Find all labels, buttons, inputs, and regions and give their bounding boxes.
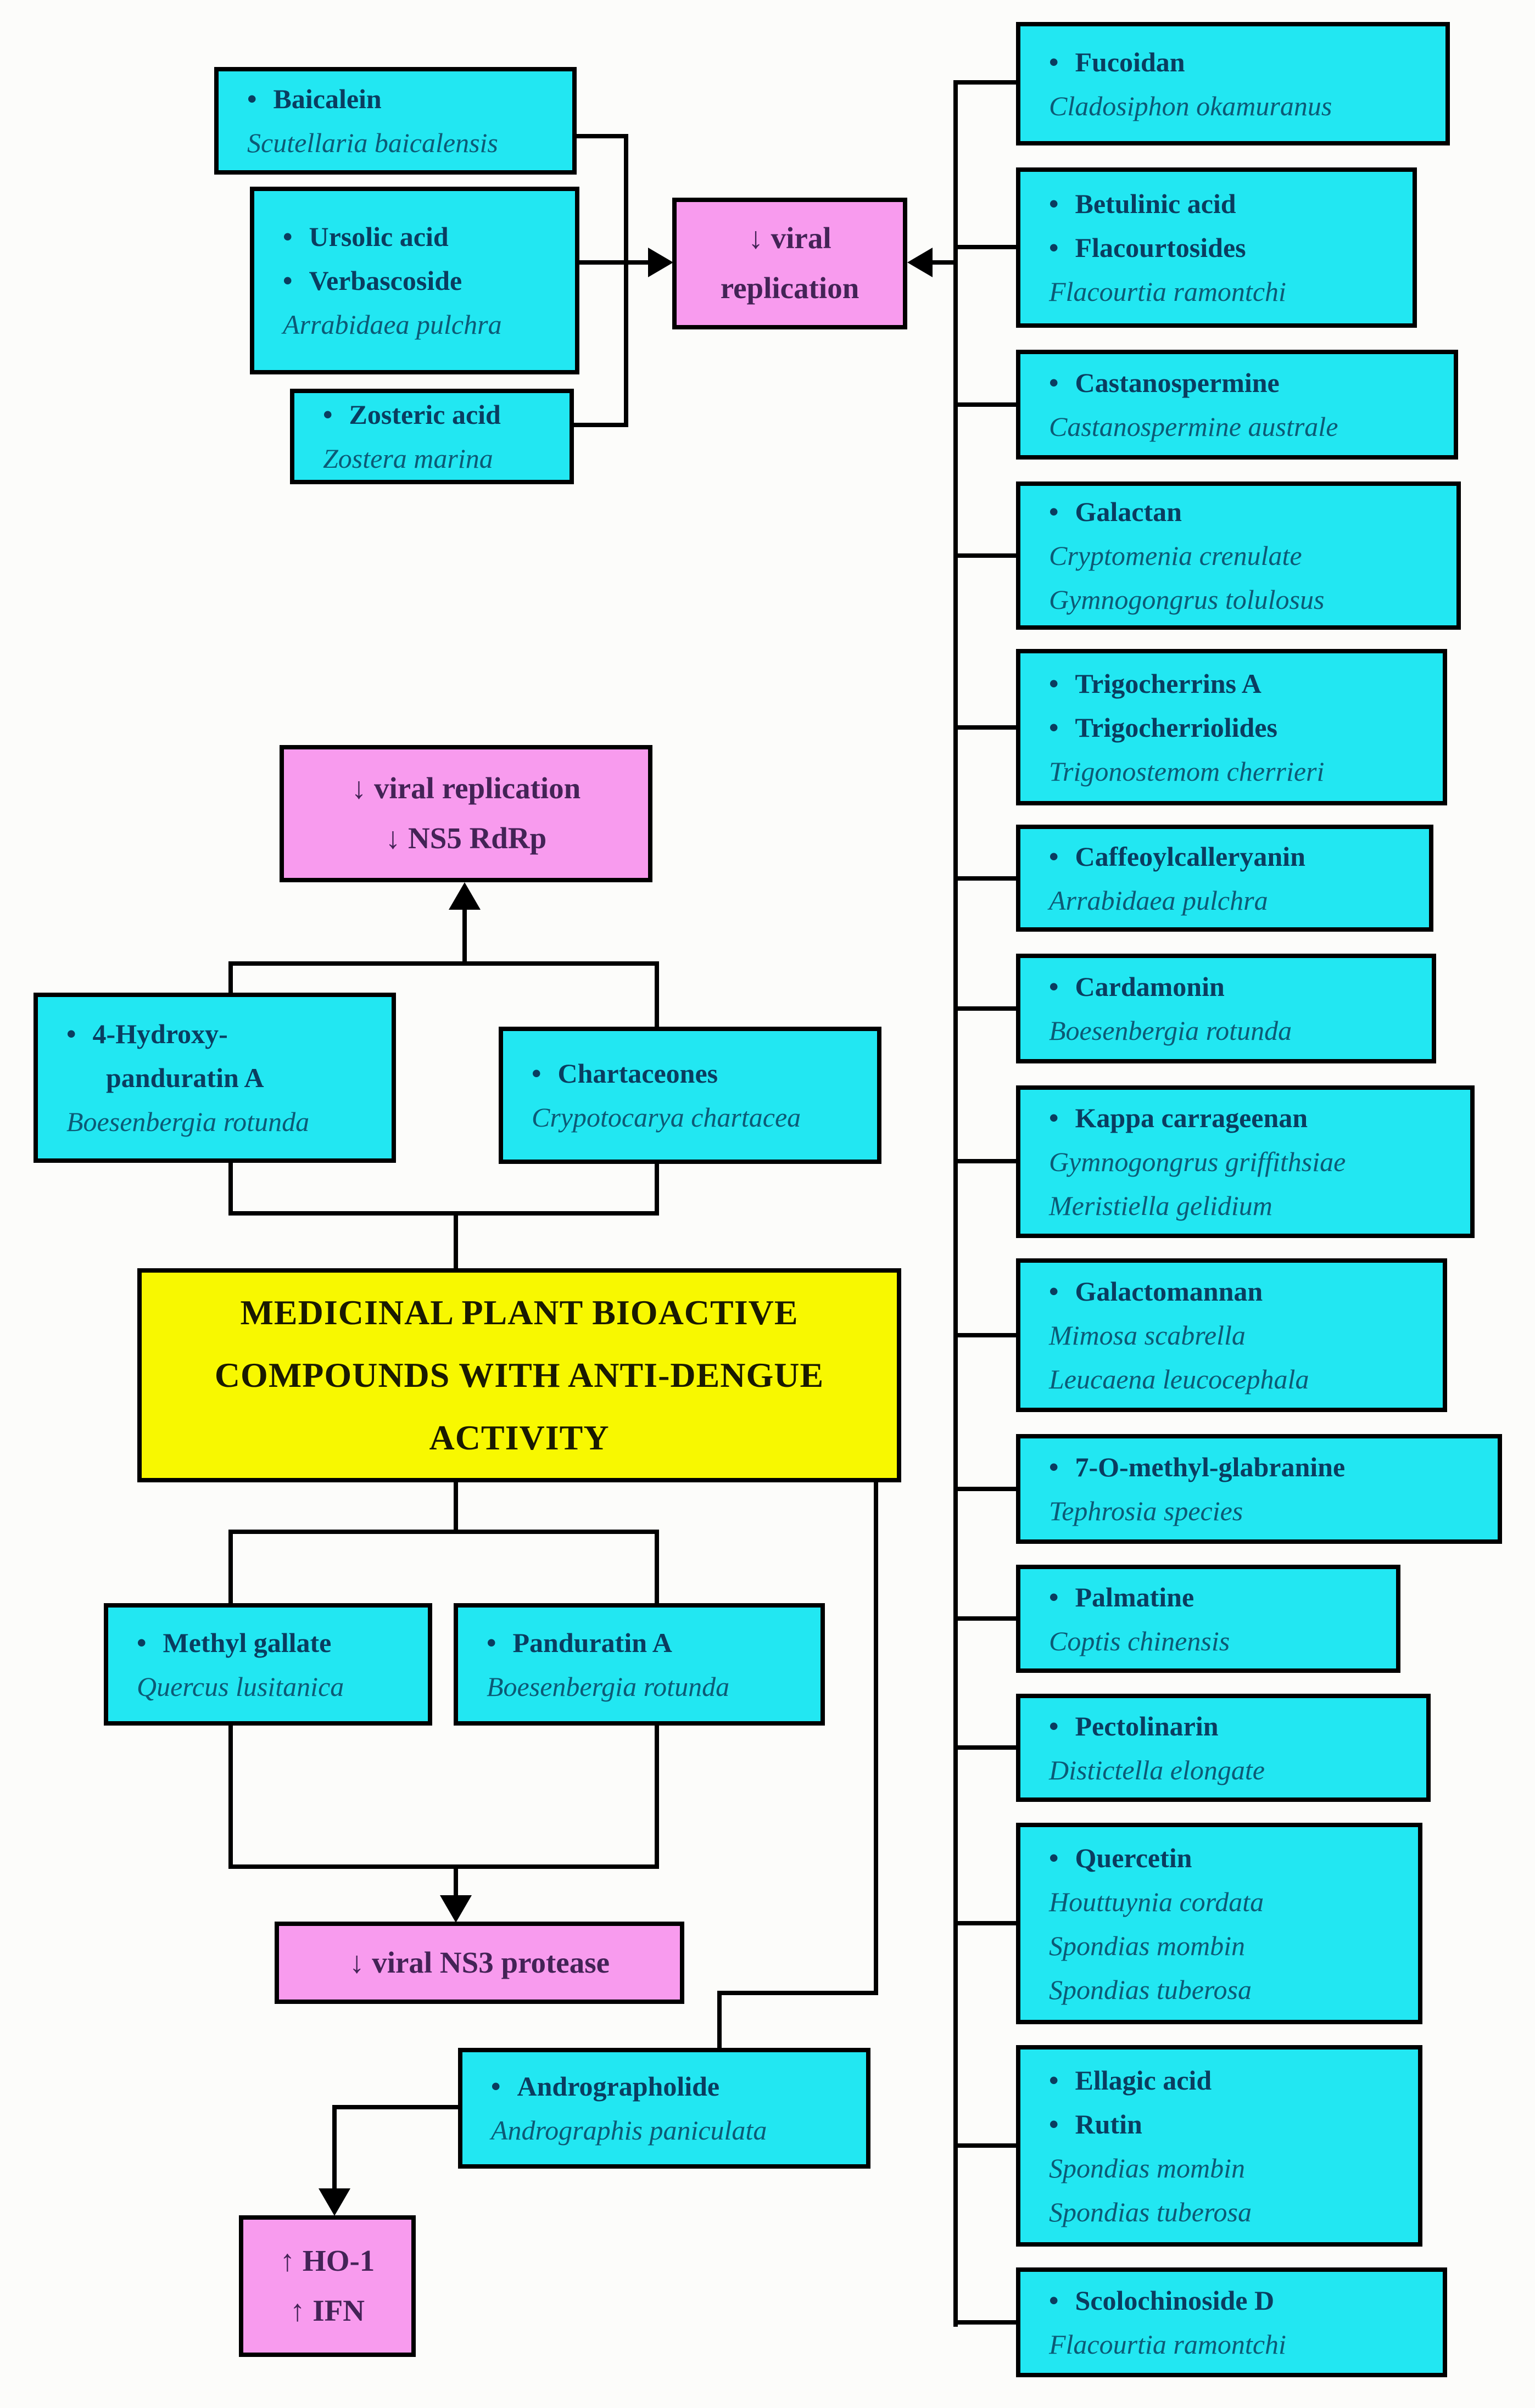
box-caffeoylcalleryanin — [1016, 825, 1433, 932]
species-line: Boesenbergia rotunda — [1049, 1015, 1292, 1046]
connector-methylgallate-bottom — [228, 1726, 233, 1869]
species-line: Spondias tuberosa — [1049, 1974, 1252, 2005]
bullet: • — [1049, 2064, 1059, 2096]
bullet: • — [1049, 496, 1059, 527]
compound-name: Betulinic acid — [1075, 188, 1236, 219]
connector-stub-palmatine — [956, 1616, 1018, 1621]
connector-ho1-arrow-line — [332, 2105, 337, 2191]
compound-line — [487, 1621, 672, 1665]
compound-line — [137, 1621, 331, 1665]
connector-stub-fucoidan — [956, 80, 1018, 85]
compound-line — [1049, 835, 1305, 878]
species-line: Spondias mombin — [1049, 2152, 1245, 2183]
compound-continuation-line: panduratin A — [106, 1062, 264, 1093]
connector-left-spine — [624, 134, 628, 427]
compound-name: Quercetin — [1075, 1842, 1192, 1873]
connector-stub-caffeoylcalleryanin — [956, 876, 1018, 881]
connector-stub-kappa — [956, 1159, 1018, 1163]
connector-ns3-arrow-line — [454, 1864, 458, 1899]
compound-line — [1049, 1704, 1219, 1748]
compound-name: Methyl gallate — [163, 1627, 332, 1658]
connector-andro-left — [332, 2105, 460, 2109]
species-line: Trigonostemom cherrieri — [1049, 755, 1325, 787]
compound-line — [1049, 490, 1182, 534]
species-line: Quercus lusitanica — [137, 1671, 344, 1702]
connector-stub-scolochinoside — [956, 2320, 1018, 2325]
connector-stub-galactomannan — [956, 1333, 1018, 1337]
species-line: Flacourtia ramontchi — [1049, 276, 1286, 307]
bullet: • — [1049, 668, 1059, 699]
compound-name: Scolochinoside D — [1075, 2285, 1275, 2316]
bullet: • — [1049, 2285, 1059, 2316]
compound-name: Verbascoside — [309, 265, 462, 296]
connector-stub-trigocherrins — [956, 725, 1018, 730]
compound-name: Palmatine — [1075, 1581, 1194, 1612]
title-line: ACTIVITY — [429, 1418, 610, 1457]
connector-ursolic-to-replication — [577, 260, 652, 265]
species-line: Gymnogongrus tolulosus — [1049, 584, 1325, 615]
box-baicalein — [214, 67, 577, 175]
species-line: Tephrosia species — [1049, 1496, 1243, 1526]
compound-name: Andrographolide — [517, 2071, 720, 2102]
arrowhead-into-ns3 — [440, 1895, 472, 1923]
species-line: Distictella elongate — [1049, 1754, 1265, 1785]
species-line: Andrographis paniculata — [491, 2115, 767, 2146]
bullet: • — [1049, 232, 1059, 263]
compound-name: Trigocherrins A — [1075, 668, 1262, 699]
box-chartaceones — [499, 1027, 881, 1164]
compound-line — [1049, 662, 1262, 705]
connector-ns5-arrow-line — [462, 907, 467, 966]
compound-line — [1049, 1836, 1192, 1880]
bullet: • — [1049, 1452, 1059, 1482]
connector-arrow-line-replication-right — [933, 260, 958, 265]
connector-stub-betulinic — [956, 245, 1018, 249]
species-line: Spondias mombin — [1049, 1930, 1245, 1961]
connector-into-title-top — [454, 1211, 458, 1273]
bullet: • — [1049, 2108, 1059, 2140]
species-line: Mimosa scabrella — [1049, 1320, 1246, 1351]
bullet: • — [1049, 1842, 1059, 1873]
connector-stub-cardamonin — [956, 1006, 1018, 1011]
compound-name: Fucoidan — [1075, 46, 1185, 77]
box-pectolinarin — [1016, 1694, 1431, 1802]
box-methyl-gallate — [104, 1603, 432, 1726]
box-title — [137, 1268, 901, 1482]
compound-name: Panduratin A — [512, 1627, 672, 1658]
connector-stub-pectolinarin — [956, 1745, 1018, 1750]
species-line: Flacourtia ramontchi — [1049, 2329, 1286, 2360]
connector-panduratin-top — [655, 1530, 659, 1608]
box-fucoidan — [1016, 22, 1450, 145]
bullet: • — [487, 1627, 496, 1658]
compound-line — [1049, 1575, 1194, 1619]
compound-line — [1049, 40, 1185, 84]
species-line: Cryptomenia crenulate — [1049, 540, 1302, 571]
arrowhead-into-ns5 — [449, 882, 481, 910]
species-line: Zostera marina — [323, 443, 493, 474]
species-line: Castanospermine australe — [1049, 411, 1338, 442]
effect-line: ↓ viral NS3 protease — [349, 1945, 610, 1979]
title-line: MEDICINAL PLANT BIOACTIVE — [240, 1293, 799, 1332]
box-galactomannan — [1016, 1258, 1447, 1412]
bullet: • — [1049, 46, 1059, 77]
compound-name: Ursolic acid — [309, 221, 449, 252]
connector-stub-methyl-glabranine — [956, 1487, 1018, 1491]
species-line: Leucaena leucocephala — [1049, 1364, 1309, 1395]
compound-line — [1049, 965, 1225, 1009]
compound-line — [532, 1051, 718, 1095]
connector-ns3-merge-bar — [228, 1864, 659, 1869]
compound-line — [1049, 1269, 1263, 1313]
title-line: COMPOUNDS WITH ANTI-DENGUE — [214, 1356, 824, 1395]
connector-baicalein-stub — [574, 134, 628, 138]
compound-line — [1049, 182, 1236, 226]
connector-chartaceones-bottom — [655, 1164, 659, 1216]
box-palmatine — [1016, 1565, 1400, 1673]
species-line: Scutellaria baicalensis — [247, 127, 498, 158]
compound-line — [1049, 2058, 1212, 2102]
bullet: • — [1049, 971, 1059, 1002]
compound-name: Castanospermine — [1075, 367, 1280, 398]
bullet: • — [532, 1058, 542, 1089]
box-effect-viral-replication — [672, 198, 907, 329]
box-panduratin-a — [454, 1603, 825, 1726]
compound-name: Galactan — [1075, 496, 1182, 527]
box-trigocherrins — [1016, 649, 1447, 805]
bullet: • — [1049, 188, 1059, 219]
species-line: Cladosiphon okamuranus — [1049, 90, 1332, 121]
box-methyl-glabranine — [1016, 1434, 1502, 1544]
box-andrographolide — [458, 2048, 870, 2169]
connector-andro-elbow — [717, 1991, 878, 1995]
connector-title-bottom-drop — [454, 1480, 458, 1534]
connector-split-bar-below-title — [228, 1530, 659, 1534]
species-line: Meristiella gelidium — [1049, 1190, 1272, 1221]
bullet: • — [1049, 841, 1059, 872]
connector-methylgallate-top — [228, 1530, 233, 1608]
species-line: Houttuynia cordata — [1049, 1886, 1264, 1917]
connector-stub-quercetin — [956, 1921, 1018, 1925]
box-cardamonin — [1016, 954, 1436, 1063]
effect-line: ↓ NS5 RdRp — [385, 821, 547, 855]
compound-name: Trigocherriolides — [1075, 712, 1277, 743]
connector-ns5-bar — [228, 961, 659, 966]
compound-line — [1049, 1096, 1308, 1140]
bullet: • — [323, 399, 333, 430]
bullet: • — [1049, 367, 1059, 398]
box-scolochinoside — [1016, 2267, 1447, 2377]
species-line: Coptis chinensis — [1049, 1625, 1230, 1656]
box-ursolic — [250, 187, 579, 374]
connector-right-spine — [953, 80, 958, 2327]
connector-panduratin-bottom — [655, 1726, 659, 1869]
connector-hydroxy-top — [228, 961, 233, 997]
bullet: • — [491, 2071, 501, 2102]
bullet: • — [1049, 1276, 1059, 1307]
effect-line: replication — [720, 271, 859, 305]
connector-stub-castanospermine — [956, 402, 1018, 407]
species-line: Spondias tuberosa — [1049, 2196, 1252, 2227]
box-castanospermine — [1016, 350, 1458, 460]
box-effect-ns3 — [275, 1922, 684, 2004]
compound-name: Pectolinarin — [1075, 1710, 1219, 1741]
box-ellagic-rutin — [1016, 2045, 1422, 2247]
bullet: • — [1049, 1581, 1059, 1612]
bullet: • — [137, 1627, 147, 1658]
connector-chartaceones-top — [655, 961, 659, 1031]
bullet: • — [283, 265, 293, 296]
compound-name: Flacourtosides — [1075, 232, 1246, 263]
compound-name: Rutin — [1075, 2108, 1142, 2140]
compound-name: Zosteric acid — [349, 399, 501, 430]
compound-line — [247, 77, 382, 121]
species-line: Boesenbergia rotunda — [66, 1106, 310, 1137]
arrowhead-into-replication-left — [648, 248, 673, 277]
bullet: • — [283, 221, 293, 252]
effect-line: ↓ viral — [748, 221, 831, 255]
compound-name: 7-O-methyl-glabranine — [1075, 1452, 1346, 1482]
compound-name: Baicalein — [273, 83, 382, 114]
species-line: Arrabidaea pulchra — [1049, 884, 1268, 916]
compound-name: Cardamonin — [1075, 971, 1225, 1002]
effect-line: ↓ viral replication — [351, 771, 581, 805]
species-line: Gymnogongrus griffithsiae — [1049, 1146, 1346, 1177]
connector-stub-galactan — [956, 553, 1018, 558]
bullet: • — [1049, 1710, 1059, 1741]
arrowhead-into-replication-right — [907, 248, 933, 277]
box-hydroxypanduratin — [34, 993, 396, 1163]
species-line: Crypotocarya chartacea — [532, 1102, 801, 1133]
bullet: • — [66, 1018, 76, 1049]
compound-line — [1049, 705, 1277, 749]
box-effect-ho1-ifn — [239, 2215, 416, 2357]
compound-name: Kappa carrageenan — [1075, 1102, 1308, 1133]
box-effect-ns5 — [280, 745, 652, 882]
species-line: Arrabidaea pulchra — [283, 309, 502, 340]
effect-line: ↑ IFN — [290, 2294, 365, 2327]
box-kappa-carrageenan — [1016, 1085, 1475, 1238]
box-zosteric — [290, 389, 574, 484]
box-quercetin — [1016, 1823, 1422, 2024]
box-galactan — [1016, 481, 1461, 630]
compound-line — [1049, 1445, 1345, 1489]
bullet: • — [247, 83, 257, 114]
bullet: • — [1049, 712, 1059, 743]
connector-zosteric-stub — [572, 423, 628, 427]
arrowhead-into-ho1 — [319, 2188, 350, 2216]
bullet: • — [1049, 1102, 1059, 1133]
effect-line: ↑ HO-1 — [280, 2244, 375, 2278]
compound-line — [323, 393, 501, 436]
compound-line — [1049, 361, 1280, 405]
connector-hydroxy-bottom — [228, 1163, 233, 1216]
compound-line — [491, 2064, 719, 2108]
compound-line — [283, 259, 462, 303]
connector-merge-bar-above-title — [228, 1211, 659, 1216]
connector-into-andro-top — [717, 1991, 722, 2050]
compound-line — [1049, 2278, 1274, 2322]
compound-name: Ellagic acid — [1075, 2064, 1212, 2096]
compound-line — [1049, 226, 1246, 270]
connector-title-right-drop — [874, 1480, 878, 1995]
compound-line — [1049, 2102, 1142, 2146]
species-line: Boesenbergia rotunda — [487, 1671, 730, 1702]
connector-stub-ellagic — [956, 2143, 1018, 2148]
compound-name: 4-Hydroxy- — [92, 1018, 228, 1049]
compound-line — [66, 1012, 228, 1056]
compound-name: Galactomannan — [1075, 1276, 1263, 1307]
box-betulinic — [1016, 167, 1417, 328]
compound-line — [283, 215, 449, 259]
compound-name: Caffeoylcalleryanin — [1075, 841, 1305, 872]
compound-name: Chartaceones — [557, 1058, 718, 1089]
